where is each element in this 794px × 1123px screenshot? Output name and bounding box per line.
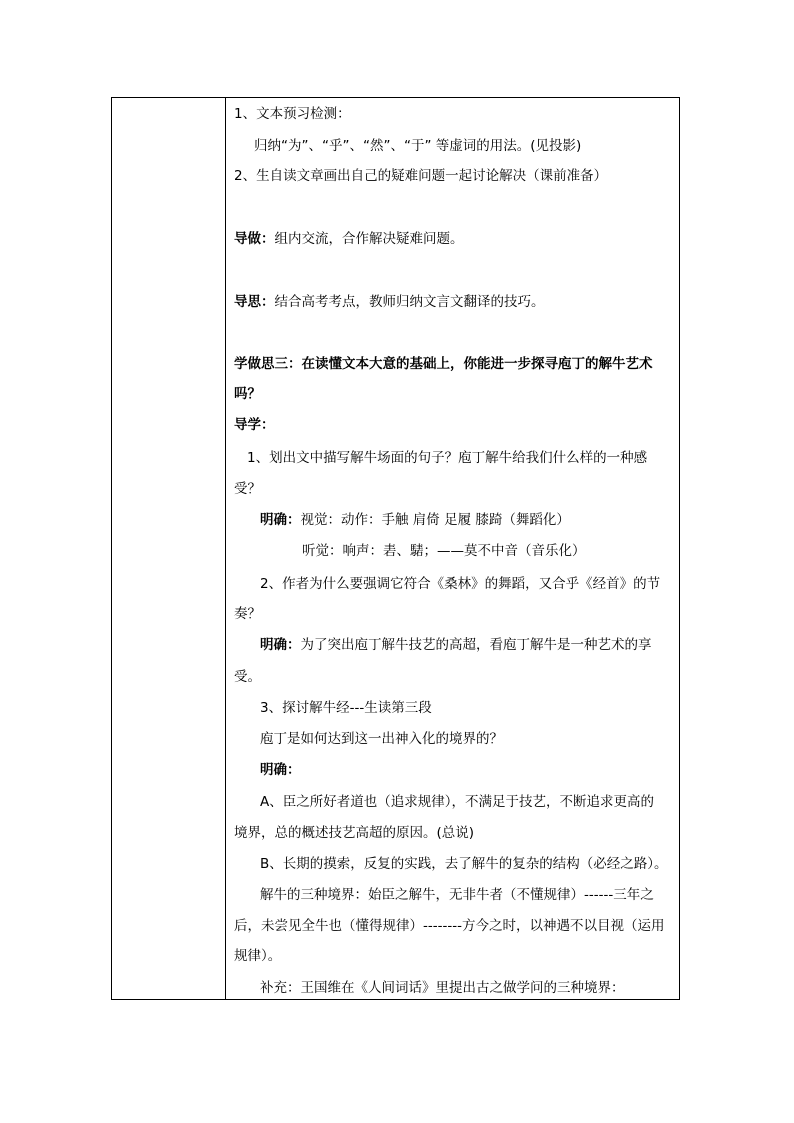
section-heading: 导学： (234, 417, 275, 433)
section-heading: 学做思三：在读懂文本大意的基础上，你能进一步探寻庖丁的解牛艺术 (234, 356, 653, 372)
text-line: 规律）。 (234, 948, 282, 964)
text-line: 导思：结合高考考点，教师归纳文言文翻译的技巧。 (234, 294, 545, 310)
text-line: 受。 (234, 669, 261, 685)
section-heading: 吗？ (234, 386, 261, 402)
text-line: 1、划出文中描写解牛场面的句子？庖丁解牛给我们什么样的一种感 (247, 450, 648, 466)
text-line: 解牛的三种境界：始臣之解牛，无非牛者（不懂规律）------三年之 (260, 887, 654, 903)
text-line: 补充：王国维在《人间词话》里提出古之做学问的三种境界： (260, 980, 625, 996)
text-line: 听觉：响声：砉、騞；——莫不中音（音乐化） (302, 543, 586, 559)
text-line: 庖丁是如何达到这一出神入化的境界的？ (260, 731, 503, 747)
text-line: 2、生自读文章画出自己的疑难问题一起讨论解决（课前准备） (234, 168, 608, 184)
text-line: 1、文本预习检测： (234, 106, 351, 122)
text-line: 明确：视觉：动作：手触 肩倚 足履 膝踦（舞蹈化） (260, 512, 570, 528)
text-line: A、臣之所好者道也（追求规律），不满足于技艺，不断追求更高的 (260, 794, 654, 810)
text-line: 后，未尝见全牛也（懂得规律）--------方今之时，以神遇不以目视（运用 (234, 918, 665, 934)
text-line: 归纳“为”、“乎”、“然”、“于” 等虚词的用法。(见投影) (254, 138, 582, 154)
text-line: 2、作者为什么要强调它符合《桑林》的舞蹈，又合乎《经首》的节 (260, 576, 661, 592)
text-line: 3、探讨解牛经---生读第三段 (260, 700, 432, 716)
text-line: 奏？ (234, 606, 261, 622)
text-line: 导做：组内交流，合作解决疑难问题。 (234, 231, 464, 247)
column-divider (225, 98, 226, 999)
lesson-table (111, 97, 680, 1000)
text-line: B、长期的摸索，反复的实践，去了解牛的复杂的结构（必经之路）。 (260, 856, 668, 872)
text-line: 受？ (234, 481, 261, 497)
text-line: 明确：为了突出庖丁解牛技艺的高超，看庖丁解牛是一种艺术的享 (260, 637, 652, 653)
text-line: 境界，总的概述技艺高超的原因。(总说) (234, 825, 475, 841)
text-line: 明确： (260, 762, 301, 778)
